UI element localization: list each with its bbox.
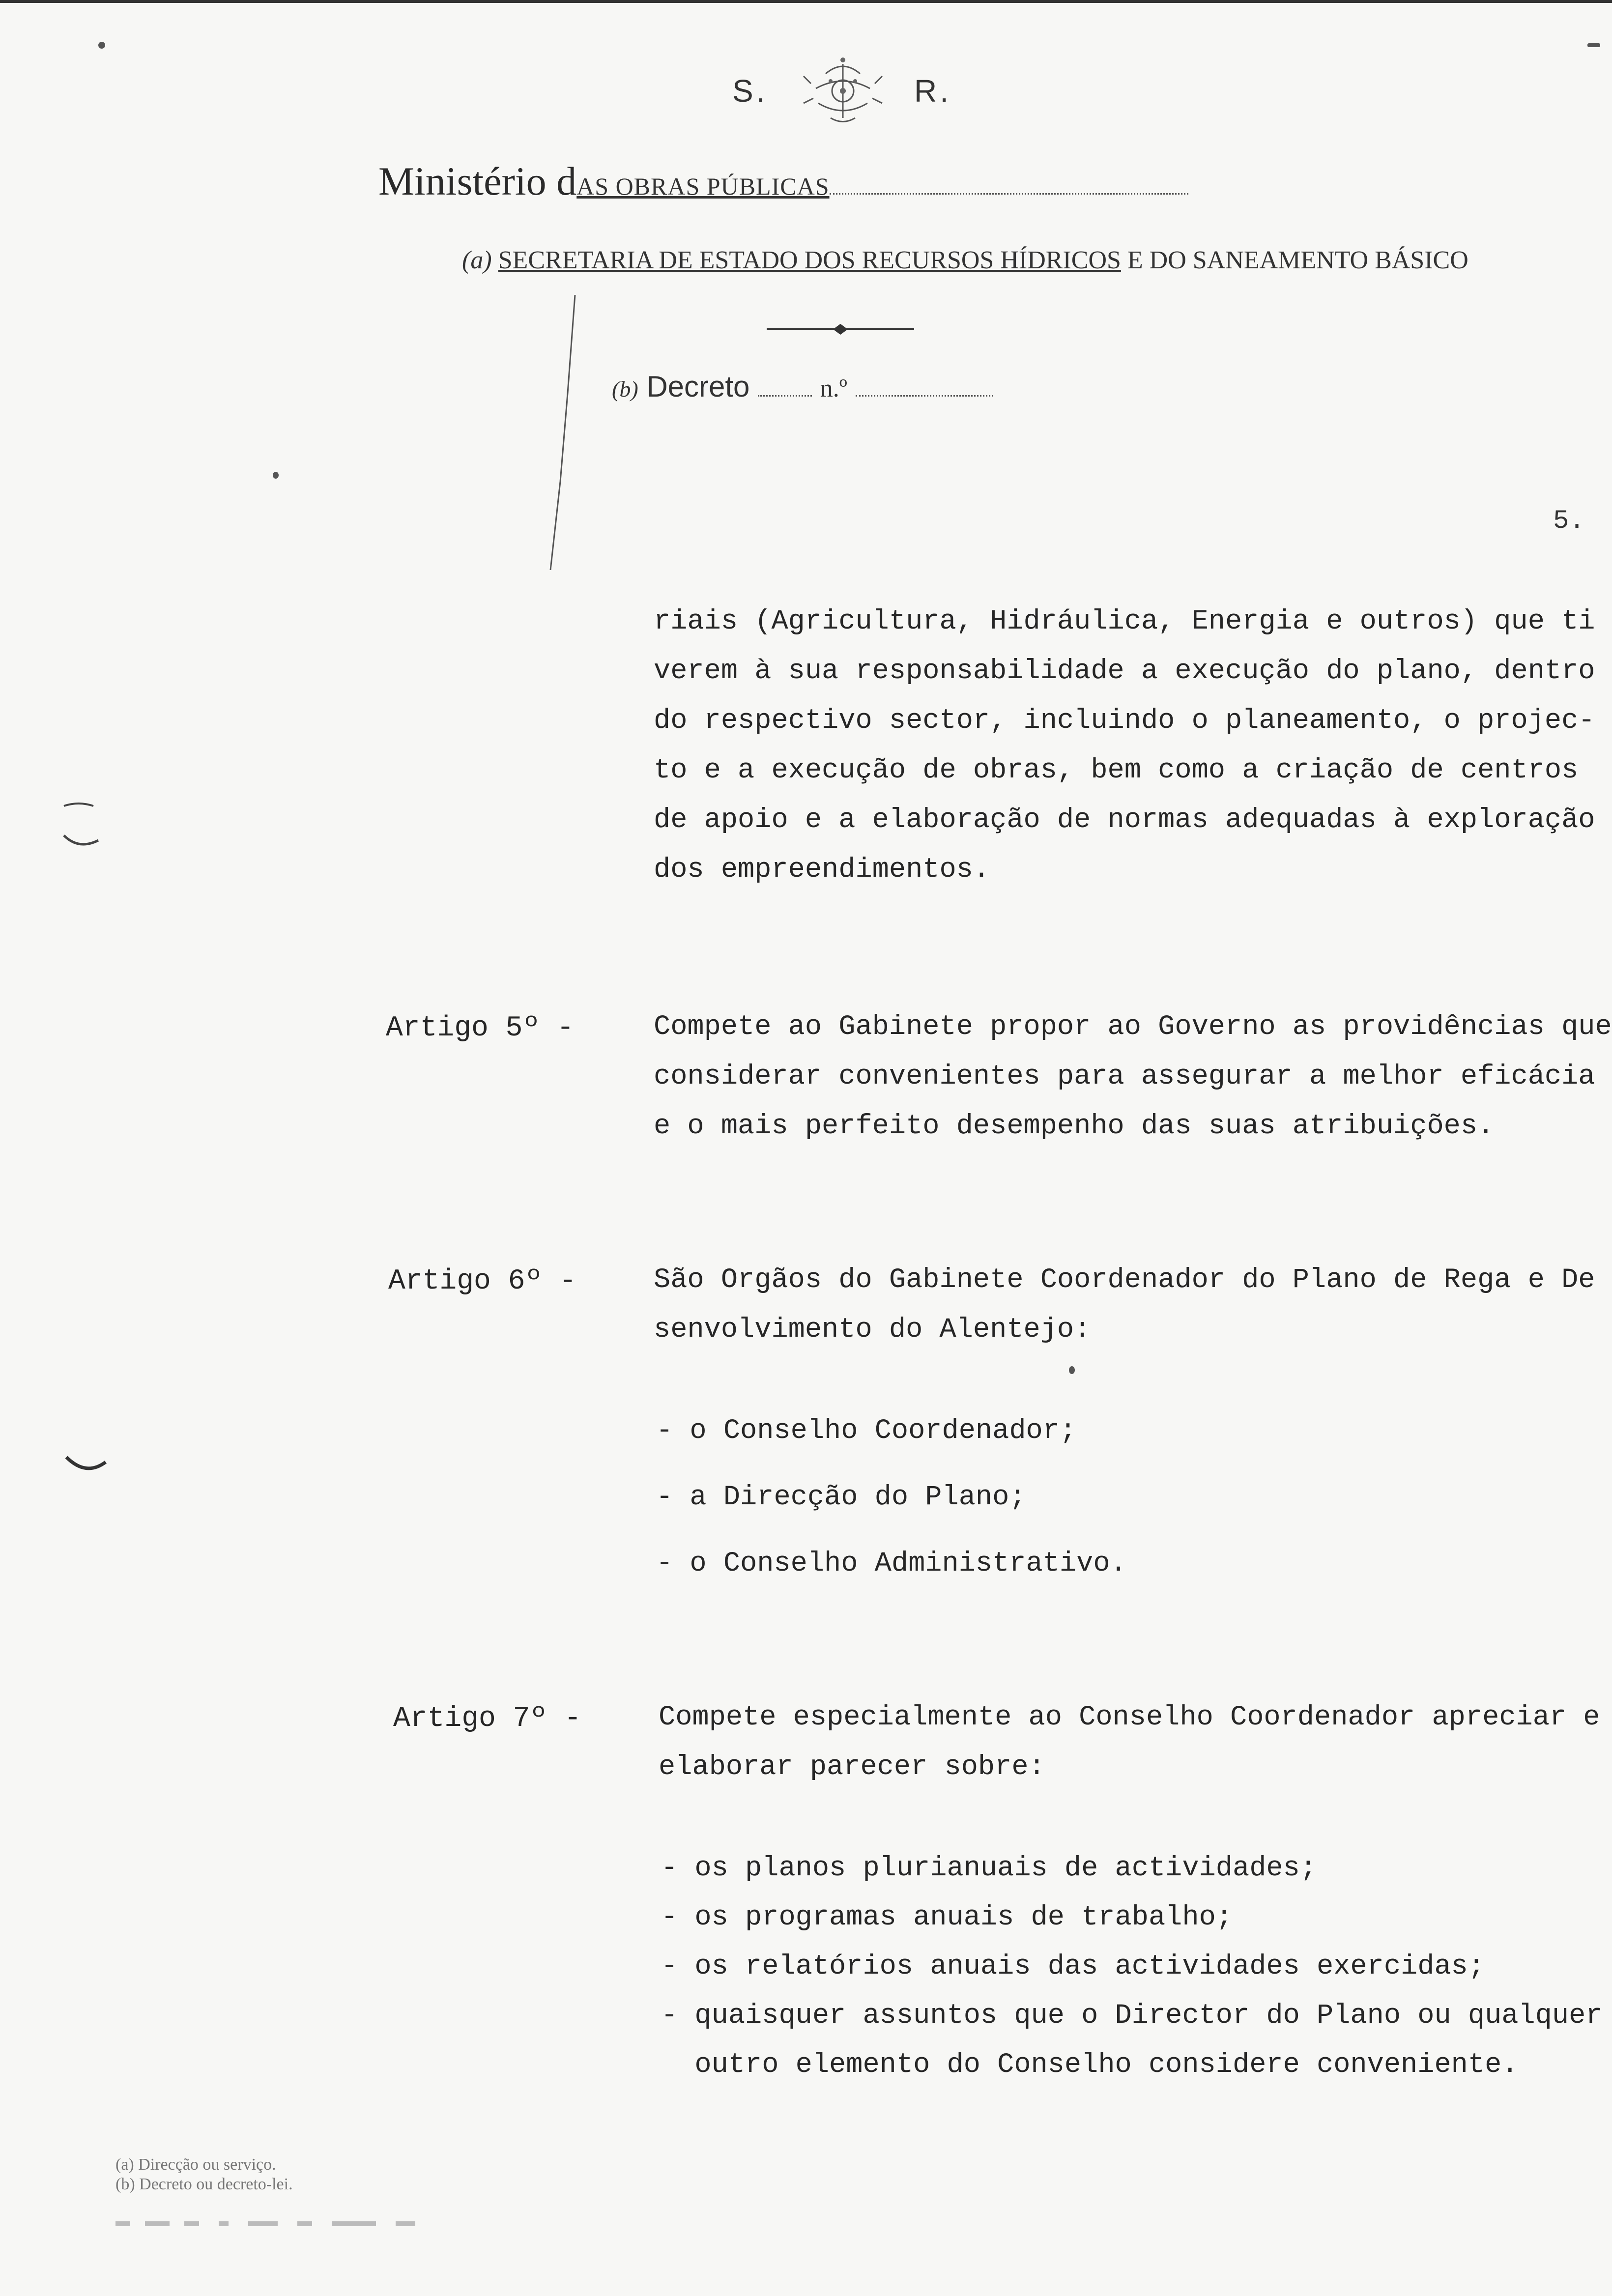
paragraph-line: senvolvimento do Alentejo: — [654, 1314, 1091, 1346]
decree-type-dotted-fill — [758, 392, 812, 397]
stray-pen-mark — [541, 295, 580, 570]
article-6-label: Artigo 6º - — [388, 1265, 576, 1297]
article-7-item: - os programas anuais de trabalho; — [661, 1902, 1233, 1933]
coat-of-arms-emblem — [796, 54, 890, 128]
intro-paragraph — [654, 597, 1595, 895]
paragraph-line: Compete especialmente ao Conselho Coordenador apreciar e — [659, 1702, 1600, 1733]
footnote-a: (a) Direcção ou serviço. — [115, 2155, 276, 2174]
page-number: 5. — [1553, 506, 1585, 536]
decree-marker: (b) — [612, 376, 638, 402]
footnotes — [115, 2155, 293, 2194]
top-border-rule — [0, 0, 1612, 3]
paragraph-line: dos empreendimentos. — [654, 854, 990, 886]
article-6-item: - a Direcção do Plano; — [656, 1482, 1026, 1513]
scan-speck — [98, 42, 105, 49]
article-7-item: outro elemento do Conselho considere conveniente. — [661, 2049, 1519, 2081]
paragraph-line: Compete ao Gabinete propor ao Governo as providências que — [654, 1011, 1612, 1043]
secretaria-line — [462, 246, 1468, 275]
ministry-line — [378, 158, 1188, 204]
ministry-dotted-fill — [830, 188, 1188, 195]
paragraph-line: riais (Agricultura, Hidráulica, Energia e outros) que ti — [654, 606, 1595, 637]
header-sr-left: S. — [732, 73, 768, 109]
paragraph-line: de apoio e a elaboração de normas adequadas à exploração — [654, 804, 1595, 836]
footnote-b: (b) Decreto ou decreto-lei. — [115, 2175, 293, 2193]
article-6-text — [654, 1256, 1595, 1355]
scan-speck — [1069, 1366, 1075, 1374]
decree-label: Decreto — [646, 370, 750, 403]
ministry-title: Ministério d — [378, 159, 577, 203]
article-6-item: - o Conselho Coordenador; — [656, 1415, 1077, 1447]
article-7-text — [659, 1693, 1600, 1792]
paragraph-line: elaborar parecer sobre: — [659, 1751, 1045, 1783]
article-7-item: - quaisquer assuntos que o Director do Plano ou qualquer — [661, 2000, 1603, 2032]
article-7-label: Artigo 7º - — [393, 1703, 581, 1735]
paragraph-line: São Orgãos do Gabinete Coordenador do Plano de Rega e De — [654, 1264, 1595, 1296]
paragraph-line: verem à sua responsabilidade a execução do plano, dentro — [654, 656, 1595, 687]
paragraph-line: considerar convenientes para assegurar a melhor eficácia — [654, 1061, 1595, 1092]
decree-number-label: n.º — [820, 374, 847, 402]
scan-speck — [1587, 43, 1600, 47]
scan-speck — [273, 472, 279, 479]
article-5-label: Artigo 5º - — [386, 1012, 574, 1044]
article-7-item: - os relatórios anuais das actividades exercidas; — [661, 1951, 1485, 1982]
ministry-name: AS OBRAS PÚBLICAS — [576, 172, 830, 200]
article-7-item: - os planos plurianuais de actividades; — [661, 1853, 1317, 1884]
ornament-divider — [767, 322, 914, 337]
secretaria-name-rest: E DO SANEAMENTO BÁSICO — [1127, 246, 1468, 274]
secretaria-name: SECRETARIA DE ESTADO DOS RECURSOS HÍDRICOS — [498, 246, 1121, 274]
paragraph-line: to e a execução de obras, bem como a criação de centros — [654, 755, 1579, 786]
secretaria-marker: (a) — [462, 246, 492, 274]
decree-line — [612, 370, 993, 403]
faded-print-code — [115, 2216, 460, 2231]
binder-hole-mark — [61, 1450, 111, 1479]
paragraph-line: do respectivo sector, incluindo o planeamento, o projec- — [654, 705, 1595, 737]
article-6-item: - o Conselho Administrativo. — [656, 1548, 1127, 1579]
decree-number-dotted-fill — [856, 392, 993, 397]
article-5-text — [654, 1003, 1612, 1151]
binder-hole-mark — [59, 796, 103, 855]
header-sr-right: R. — [914, 73, 951, 109]
paragraph-line: e o mais perfeito desempenho das suas atribuições. — [654, 1111, 1495, 1142]
